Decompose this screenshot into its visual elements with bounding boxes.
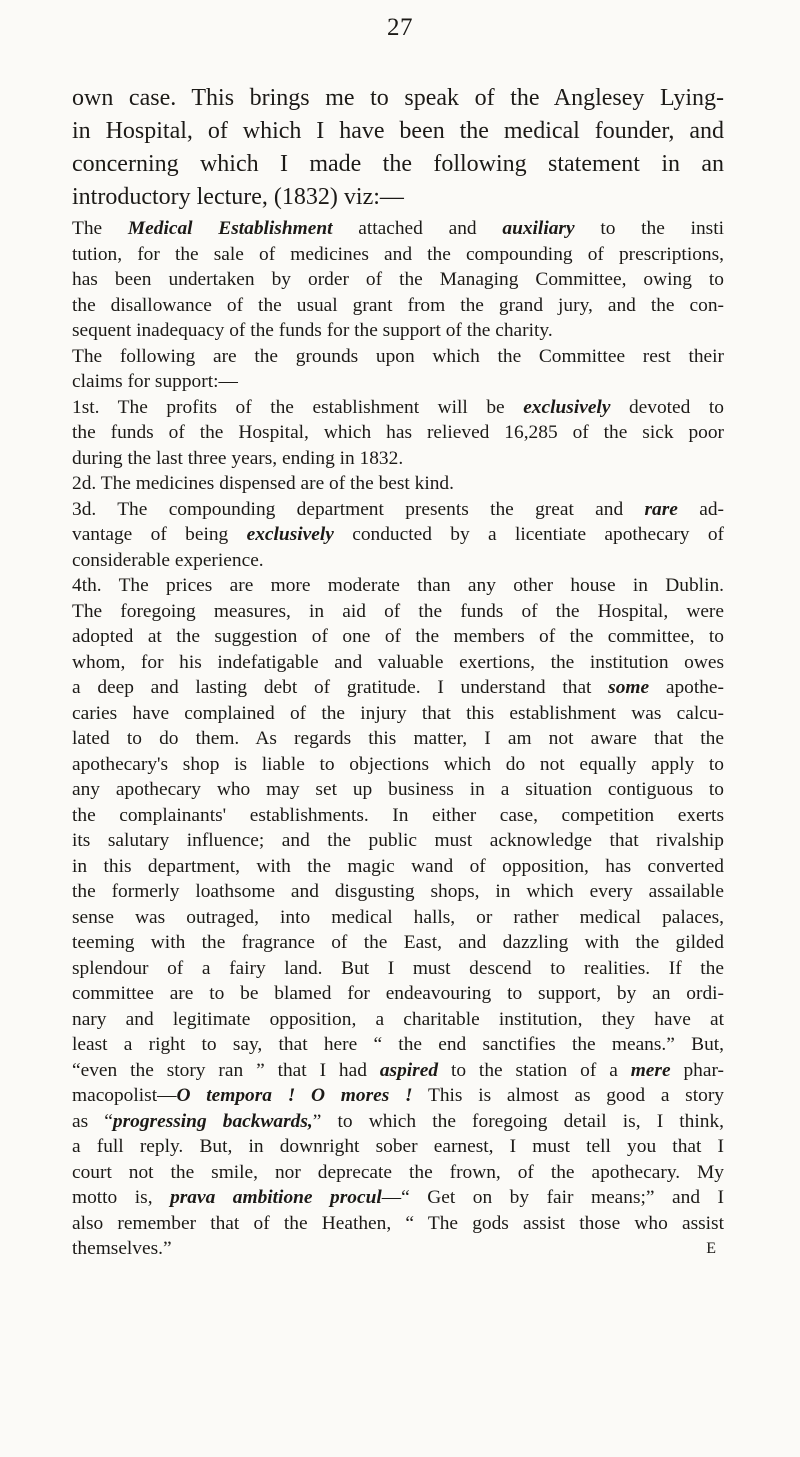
text-line: splendour of a fairy land. But I must descend to realities. If the [72, 957, 724, 979]
text-line: in this department, with the magic wand of opposition, has converted [72, 855, 724, 877]
italic-phrase: auxiliary [502, 218, 575, 239]
text-line: The following are the grounds upon which the Committee rest their [72, 345, 724, 367]
italic-phrase: O tempora ! [176, 1085, 296, 1106]
lead-paragraph [72, 82, 724, 214]
text-line: its salutary influence; and the public must acknowledge that rivalship [72, 830, 724, 851]
text-line: a deep and lasting debt of gratitude. I understand that some apothe- [72, 677, 724, 698]
text-line: 2d. The medicines dispensed are of the best kind. [72, 473, 454, 494]
text-line: tution, for the sale of medicines and the compounding of prescriptions, [72, 243, 724, 265]
text-line: least a right to say, that here “ the end sanctifies the means.” But, [72, 1034, 724, 1055]
text-line: themselves.” E [72, 1236, 724, 1262]
text-line: 1st. The profits of the establishment will be exclusively devoted to [72, 396, 724, 418]
italic-phrase: O mores ! [311, 1085, 413, 1106]
italic-phrase: prava ambitione procul [170, 1187, 382, 1208]
text-line: The Medical Establishment attached and auxiliary to the insti [72, 218, 724, 239]
text-line: as “progressing backwards,” to which the foregoing detail is, I think, [72, 1110, 724, 1132]
text-line: the formerly loathsome and disgusting shops, in which every assailable [72, 881, 724, 902]
italic-phrase: aspired [379, 1059, 439, 1081]
lead-line: introductory lecture, (1832) viz:— [72, 184, 404, 210]
text-line: The foregoing measures, in aid of the funds of the Hospital, were [72, 600, 724, 622]
text-line: sense was outraged, into medical halls, or rather medical palaces, [72, 906, 724, 928]
lead-line: concerning which I made the following statement in an [72, 151, 724, 177]
text-line: has been undertaken by order of the Managing Committee, owing to [72, 269, 724, 290]
text-line: nary and legitimate opposition, a charitable institution, they have at [72, 1008, 724, 1030]
text-line: court not the smile, nor deprecate the frown, of the apothecary. My [72, 1161, 724, 1183]
text-line: any apothecary who may set up business in a situation contiguous to [72, 779, 724, 800]
italic-phrase: rare [644, 498, 678, 520]
text-line: caries have complained of the injury that this establishment was calcu- [72, 702, 724, 724]
text-line: adopted at the suggestion of one of the members of the committee, to [72, 626, 724, 647]
text-line: a full reply. But, in downright sober earnest, I must tell you that I [72, 1136, 724, 1157]
lead-line: own case. This brings me to speak of the Anglesey Lying- [72, 85, 724, 111]
text-line: sequent inadequacy of the funds for the support of the charity. [72, 320, 553, 341]
text-line: macopolist—O tempora ! O mores ! This is almost as good a story [72, 1085, 724, 1106]
italic-phrase: Medical Establishment [127, 218, 333, 239]
text-line: considerable experience. [72, 549, 264, 571]
text-line: “even the story ran ” that I had aspired to the station of a mere phar- [72, 1059, 724, 1081]
body-text [72, 216, 724, 1262]
text-line: the complainants' establishments. In either case, competition exerts [72, 804, 724, 826]
text-line: apothecary's shop is liable to objections which do not equally apply to [72, 753, 724, 775]
italic-phrase: some [608, 677, 650, 698]
page-number: 27 [387, 14, 413, 41]
lead-line: in Hospital, of which I have been the medical founder, and [72, 118, 724, 144]
text-line: whom, for his indefatigable and valuable exertions, the institution owes [72, 651, 724, 673]
text-line: lated to do them. As regards this matter, I am not aware that the [72, 728, 724, 749]
italic-phrase: exclusively [523, 396, 611, 418]
text-line: motto is, prava ambitione procul—“ Get on by fair means;” and I [72, 1187, 724, 1208]
text-line: vantage of being exclusively conducted by a licentiate apothecary of [72, 524, 724, 545]
text-line: teeming with the fragrance of the East, and dazzling with the gilded [72, 932, 724, 953]
text-line: claims for support:— [72, 371, 238, 392]
text-line: committee are to be blamed for endeavouring to support, by an ordi- [72, 983, 724, 1004]
italic-phrase: mere [630, 1059, 671, 1081]
italic-phrase: exclusively [246, 524, 334, 545]
italic-phrase: progressing backwards, [112, 1110, 313, 1132]
text-line: the disallowance of the usual grant from the grand jury, and the con- [72, 294, 724, 316]
signature-mark: E [706, 1240, 716, 1257]
text-line: 3d. The compounding department presents the great and rare ad- [72, 498, 724, 520]
text-line: also remember that of the Heathen, “ The gods assist those who assist [72, 1212, 724, 1234]
text-line: 4th. The prices are more moderate than any other house in Dublin. [72, 575, 724, 596]
text-line: during the last three years, ending in 1832. [72, 447, 404, 469]
text-line: the funds of the Hospital, which has relieved 16,285 of the sick poor [72, 422, 724, 443]
